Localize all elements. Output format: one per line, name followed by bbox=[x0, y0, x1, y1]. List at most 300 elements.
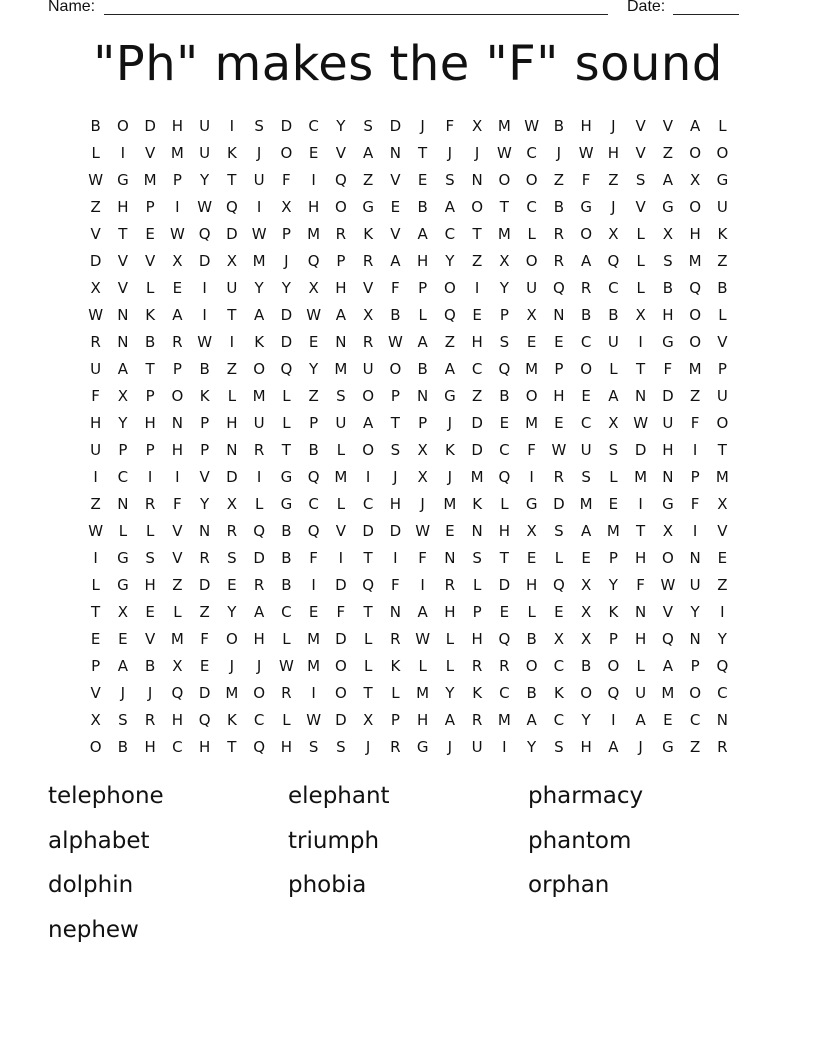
grid-letter[interactable]: X bbox=[362, 711, 374, 729]
grid-letter[interactable]: Z bbox=[444, 333, 456, 351]
grid-letter[interactable]: C bbox=[580, 333, 592, 351]
grid-letter[interactable]: G bbox=[280, 495, 293, 513]
grid-letter[interactable]: U bbox=[716, 387, 728, 405]
grid-letter[interactable]: P bbox=[418, 414, 428, 432]
grid-letter[interactable]: A bbox=[417, 603, 428, 621]
grid-letter[interactable]: L bbox=[363, 630, 373, 648]
grid-letter[interactable]: R bbox=[362, 252, 374, 270]
grid-letter[interactable]: H bbox=[253, 630, 265, 648]
grid-letter[interactable]: H bbox=[198, 738, 211, 756]
grid-letter[interactable]: J bbox=[447, 144, 453, 162]
grid-letter[interactable]: W bbox=[524, 117, 540, 135]
grid-letter[interactable]: Q bbox=[334, 171, 347, 189]
grid-letter[interactable]: K bbox=[226, 711, 237, 729]
grid-letter[interactable]: G bbox=[580, 198, 592, 216]
grid-letter[interactable]: R bbox=[471, 711, 483, 729]
grid-letter[interactable]: J bbox=[447, 414, 453, 432]
grid-letter[interactable]: X bbox=[580, 603, 592, 621]
grid-letter[interactable]: C bbox=[717, 684, 728, 702]
grid-letter[interactable]: M bbox=[443, 495, 457, 513]
grid-letter[interactable]: P bbox=[309, 414, 319, 432]
grid-letter[interactable]: N bbox=[117, 333, 129, 351]
grid-letter[interactable]: R bbox=[144, 711, 156, 729]
grid-letter[interactable]: H bbox=[416, 252, 429, 270]
grid-letter[interactable]: Q bbox=[552, 279, 565, 297]
grid-letter[interactable]: Q bbox=[498, 468, 511, 486]
grid-letter[interactable]: R bbox=[553, 252, 565, 270]
grid-letter[interactable]: P bbox=[145, 441, 155, 459]
grid-letter[interactable]: N bbox=[689, 549, 701, 567]
grid-letter[interactable]: V bbox=[335, 522, 346, 540]
grid-letter[interactable]: Q bbox=[607, 252, 620, 270]
grid-letter[interactable]: P bbox=[200, 414, 210, 432]
grid-letter[interactable]: N bbox=[199, 522, 211, 540]
grid-letter[interactable]: C bbox=[253, 711, 265, 729]
grid-letter[interactable]: Z bbox=[689, 387, 701, 405]
grid-letter[interactable]: Q bbox=[307, 468, 320, 486]
grid-letter[interactable]: I bbox=[420, 576, 425, 594]
grid-letter[interactable]: X bbox=[417, 441, 428, 459]
grid-letter[interactable]: L bbox=[418, 657, 427, 675]
grid-letter[interactable]: O bbox=[89, 738, 102, 756]
grid-letter[interactable]: R bbox=[553, 225, 565, 243]
grid-letter[interactable]: M bbox=[525, 414, 539, 432]
grid-letter[interactable]: E bbox=[554, 333, 564, 351]
grid-letter[interactable]: V bbox=[199, 468, 210, 486]
grid-letter[interactable]: E bbox=[445, 522, 455, 540]
grid-letter[interactable]: P bbox=[390, 387, 400, 405]
grid-letter[interactable]: K bbox=[145, 306, 156, 324]
grid-letter[interactable]: U bbox=[253, 171, 265, 189]
grid-letter[interactable]: I bbox=[175, 468, 180, 486]
grid-letter[interactable]: J bbox=[284, 252, 289, 270]
grid-letter[interactable]: I bbox=[256, 198, 262, 216]
grid-letter[interactable]: B bbox=[281, 576, 292, 594]
grid-letter[interactable]: X bbox=[526, 522, 537, 540]
grid-letter[interactable]: A bbox=[662, 657, 673, 675]
grid-letter[interactable]: S bbox=[145, 549, 155, 567]
grid-letter[interactable]: D bbox=[553, 495, 565, 513]
grid-letter[interactable]: J bbox=[638, 738, 643, 756]
grid-letter[interactable]: U bbox=[580, 441, 592, 459]
grid-letter[interactable]: H bbox=[171, 441, 184, 459]
grid-letter[interactable]: A bbox=[444, 198, 455, 216]
grid-letter[interactable]: Y bbox=[690, 603, 700, 621]
grid-letter[interactable]: O bbox=[716, 144, 729, 162]
grid-letter[interactable]: F bbox=[391, 576, 400, 594]
grid-letter[interactable]: E bbox=[554, 603, 564, 621]
grid-letter[interactable]: L bbox=[527, 225, 536, 243]
grid-letter[interactable]: J bbox=[611, 117, 616, 135]
grid-letter[interactable]: C bbox=[308, 495, 319, 513]
grid-letter[interactable]: W bbox=[197, 198, 213, 216]
grid-letter[interactable]: X bbox=[608, 414, 619, 432]
grid-letter[interactable]: A bbox=[362, 414, 374, 432]
grid-letter[interactable]: F bbox=[636, 576, 645, 594]
grid-letter[interactable]: I bbox=[474, 279, 480, 297]
grid-letter[interactable]: B bbox=[608, 306, 619, 324]
grid-letter[interactable]: M bbox=[307, 630, 321, 648]
grid-letter[interactable]: G bbox=[117, 549, 129, 567]
grid-letter[interactable]: O bbox=[171, 387, 184, 405]
grid-letter[interactable]: J bbox=[393, 468, 398, 486]
grid-letter[interactable]: G bbox=[525, 495, 538, 513]
grid-letter[interactable]: R bbox=[226, 522, 238, 540]
grid-letter[interactable]: F bbox=[527, 441, 536, 459]
grid-letter[interactable]: R bbox=[390, 738, 401, 756]
grid-letter[interactable]: R bbox=[390, 630, 401, 648]
grid-letter[interactable]: W bbox=[278, 657, 294, 675]
grid-letter[interactable]: C bbox=[608, 279, 619, 297]
grid-letter[interactable]: L bbox=[636, 225, 645, 243]
grid-letter[interactable]: Z bbox=[608, 171, 619, 189]
grid-letter[interactable]: M bbox=[143, 171, 157, 189]
grid-letter[interactable]: N bbox=[635, 387, 647, 405]
grid-letter[interactable]: V bbox=[662, 117, 673, 135]
grid-letter[interactable]: R bbox=[499, 657, 510, 675]
grid-letter[interactable]: U bbox=[335, 414, 347, 432]
grid-letter[interactable]: R bbox=[172, 333, 183, 351]
grid-letter[interactable]: R bbox=[253, 441, 265, 459]
grid-letter[interactable]: F bbox=[336, 603, 346, 621]
grid-letter[interactable]: K bbox=[717, 225, 728, 243]
grid-letter[interactable]: V bbox=[90, 684, 101, 702]
grid-letter[interactable]: Z bbox=[689, 738, 701, 756]
grid-letter[interactable]: R bbox=[335, 225, 347, 243]
grid-letter[interactable]: E bbox=[554, 414, 564, 432]
grid-letter[interactable]: H bbox=[471, 333, 483, 351]
grid-letter[interactable]: Z bbox=[717, 576, 728, 594]
grid-letter[interactable]: L bbox=[609, 468, 618, 486]
grid-letter[interactable]: J bbox=[420, 495, 425, 513]
grid-letter[interactable]: R bbox=[281, 684, 292, 702]
grid-letter[interactable]: O bbox=[225, 630, 238, 648]
grid-letter[interactable]: C bbox=[172, 738, 183, 756]
grid-letter[interactable]: Y bbox=[499, 279, 509, 297]
grid-letter[interactable]: C bbox=[499, 441, 510, 459]
grid-letter[interactable]: S bbox=[581, 468, 591, 486]
grid-letter[interactable]: W bbox=[660, 576, 676, 594]
grid-letter[interactable]: R bbox=[144, 495, 156, 513]
grid-letter[interactable]: I bbox=[720, 603, 725, 621]
grid-letter[interactable]: N bbox=[117, 306, 129, 324]
grid-letter[interactable]: G bbox=[662, 333, 674, 351]
grid-letter[interactable]: B bbox=[580, 306, 592, 324]
grid-letter[interactable]: H bbox=[580, 738, 592, 756]
grid-letter[interactable]: H bbox=[117, 198, 129, 216]
grid-letter[interactable]: Z bbox=[662, 144, 674, 162]
grid-letter[interactable]: C bbox=[499, 684, 510, 702]
grid-letter[interactable]: U bbox=[471, 738, 483, 756]
grid-letter[interactable]: A bbox=[390, 252, 401, 270]
grid-letter[interactable]: Q bbox=[689, 279, 702, 297]
grid-letter[interactable]: X bbox=[717, 495, 728, 513]
grid-letter[interactable]: V bbox=[90, 225, 101, 243]
grid-letter[interactable]: Y bbox=[336, 117, 346, 135]
grid-letter[interactable]: O bbox=[334, 198, 347, 216]
grid-letter[interactable]: M bbox=[252, 252, 266, 270]
grid-letter[interactable]: L bbox=[418, 306, 427, 324]
grid-letter[interactable]: Q bbox=[307, 522, 320, 540]
grid-letter[interactable]: D bbox=[198, 684, 211, 702]
grid-letter[interactable]: D bbox=[226, 468, 238, 486]
grid-letter[interactable]: X bbox=[226, 252, 238, 270]
grid-letter[interactable]: B bbox=[499, 387, 510, 405]
grid-letter[interactable]: O bbox=[498, 171, 511, 189]
grid-letter[interactable]: O bbox=[661, 549, 674, 567]
grid-letter[interactable]: Y bbox=[227, 603, 237, 621]
grid-letter[interactable]: N bbox=[716, 711, 728, 729]
grid-letter[interactable]: K bbox=[553, 684, 564, 702]
grid-letter[interactable]: P bbox=[499, 306, 509, 324]
grid-letter[interactable]: G bbox=[117, 171, 129, 189]
grid-letter[interactable]: R bbox=[444, 576, 456, 594]
grid-letter[interactable]: H bbox=[444, 603, 456, 621]
grid-letter[interactable]: N bbox=[417, 387, 429, 405]
grid-letter[interactable]: P bbox=[200, 441, 210, 459]
grid-letter[interactable]: E bbox=[472, 306, 482, 324]
grid-letter[interactable]: I bbox=[256, 468, 262, 486]
grid-letter[interactable]: J bbox=[147, 684, 153, 702]
grid-letter[interactable]: B bbox=[580, 657, 592, 675]
grid-letter[interactable]: O bbox=[689, 306, 702, 324]
grid-letter[interactable]: Y bbox=[581, 711, 591, 729]
grid-letter[interactable]: T bbox=[472, 225, 482, 243]
grid-letter[interactable]: I bbox=[502, 738, 507, 756]
grid-letter[interactable]: D bbox=[335, 630, 347, 648]
grid-letter[interactable]: D bbox=[471, 414, 483, 432]
grid-letter[interactable]: I bbox=[120, 144, 126, 162]
grid-letter[interactable]: Y bbox=[200, 171, 210, 189]
grid-letter[interactable]: L bbox=[445, 657, 455, 675]
grid-letter[interactable]: D bbox=[498, 576, 511, 594]
grid-letter[interactable]: A bbox=[117, 657, 128, 675]
grid-letter[interactable]: V bbox=[362, 279, 374, 297]
grid-letter[interactable]: Z bbox=[90, 495, 101, 513]
grid-letter[interactable]: H bbox=[226, 414, 238, 432]
grid-letter[interactable]: A bbox=[172, 306, 183, 324]
grid-letter[interactable]: V bbox=[144, 630, 156, 648]
grid-letter[interactable]: A bbox=[417, 225, 428, 243]
grid-letter[interactable]: P bbox=[145, 387, 155, 405]
grid-letter[interactable]: O bbox=[280, 144, 293, 162]
grid-letter[interactable]: W bbox=[415, 522, 431, 540]
grid-letter[interactable]: Q bbox=[498, 630, 511, 648]
grid-letter[interactable]: G bbox=[362, 198, 374, 216]
grid-letter[interactable]: B bbox=[717, 279, 728, 297]
grid-letter[interactable]: W bbox=[169, 225, 185, 243]
grid-letter[interactable]: I bbox=[611, 711, 616, 729]
grid-letter[interactable]: U bbox=[689, 576, 701, 594]
grid-letter[interactable]: N bbox=[171, 414, 183, 432]
grid-letter[interactable]: E bbox=[390, 198, 401, 216]
grid-letter[interactable]: V bbox=[144, 252, 156, 270]
grid-letter[interactable]: X bbox=[662, 522, 674, 540]
grid-letter[interactable]: S bbox=[336, 738, 346, 756]
grid-letter[interactable]: O bbox=[362, 441, 375, 459]
grid-letter[interactable]: F bbox=[309, 549, 318, 567]
grid-letter[interactable]: I bbox=[202, 279, 207, 297]
grid-letter[interactable]: S bbox=[227, 549, 237, 567]
grid-letter[interactable]: W bbox=[88, 171, 104, 189]
grid-letter[interactable]: L bbox=[445, 630, 455, 648]
grid-letter[interactable]: F bbox=[391, 279, 400, 297]
grid-letter[interactable]: V bbox=[635, 198, 646, 216]
grid-letter[interactable]: C bbox=[580, 414, 592, 432]
grid-letter[interactable]: T bbox=[499, 198, 509, 216]
grid-letter[interactable]: H bbox=[471, 630, 483, 648]
grid-letter[interactable]: H bbox=[280, 738, 293, 756]
grid-letter[interactable]: L bbox=[500, 495, 509, 513]
grid-letter[interactable]: Z bbox=[362, 171, 374, 189]
grid-letter[interactable]: E bbox=[145, 225, 155, 243]
grid-letter[interactable]: O bbox=[607, 657, 620, 675]
grid-letter[interactable]: M bbox=[606, 522, 620, 540]
grid-letter[interactable]: E bbox=[308, 333, 319, 351]
grid-letter[interactable]: M bbox=[252, 387, 266, 405]
grid-letter[interactable]: M bbox=[497, 117, 511, 135]
grid-letter[interactable]: S bbox=[499, 333, 510, 351]
grid-letter[interactable]: H bbox=[553, 387, 565, 405]
grid-letter[interactable]: B bbox=[144, 333, 156, 351]
grid-letter[interactable]: C bbox=[444, 225, 456, 243]
grid-letter[interactable]: H bbox=[335, 279, 347, 297]
grid-letter[interactable]: Y bbox=[608, 576, 618, 594]
grid-letter[interactable]: P bbox=[172, 360, 182, 378]
grid-letter[interactable]: B bbox=[281, 549, 292, 567]
grid-letter[interactable]: D bbox=[144, 117, 156, 135]
grid-letter[interactable]: H bbox=[144, 576, 156, 594]
grid-letter[interactable]: M bbox=[634, 468, 648, 486]
grid-letter[interactable]: A bbox=[253, 603, 265, 621]
grid-letter[interactable]: T bbox=[227, 171, 237, 189]
grid-letter[interactable]: X bbox=[635, 306, 646, 324]
grid-letter[interactable]: D bbox=[226, 225, 238, 243]
grid-letter[interactable]: Q bbox=[362, 576, 375, 594]
grid-letter[interactable]: L bbox=[91, 576, 100, 594]
grid-letter[interactable]: K bbox=[254, 333, 265, 351]
grid-letter[interactable]: K bbox=[444, 441, 455, 459]
grid-letter[interactable]: L bbox=[227, 387, 237, 405]
grid-letter[interactable]: J bbox=[447, 738, 453, 756]
grid-letter[interactable]: H bbox=[634, 630, 647, 648]
grid-letter[interactable]: I bbox=[529, 468, 534, 486]
grid-letter[interactable]: X bbox=[226, 495, 238, 513]
grid-letter[interactable]: E bbox=[581, 549, 591, 567]
grid-letter[interactable]: K bbox=[226, 144, 237, 162]
grid-letter[interactable]: F bbox=[581, 171, 591, 189]
grid-letter[interactable]: Z bbox=[717, 252, 728, 270]
grid-letter[interactable]: B bbox=[526, 630, 537, 648]
grid-letter[interactable]: J bbox=[474, 144, 480, 162]
grid-letter[interactable]: X bbox=[362, 306, 374, 324]
grid-letter[interactable]: M bbox=[525, 360, 539, 378]
grid-letter[interactable]: G bbox=[662, 198, 674, 216]
grid-letter[interactable]: A bbox=[580, 522, 592, 540]
grid-letter[interactable]: Q bbox=[198, 225, 211, 243]
grid-letter[interactable]: B bbox=[199, 360, 210, 378]
grid-letter[interactable]: D bbox=[662, 387, 674, 405]
grid-letter[interactable]: U bbox=[607, 333, 619, 351]
grid-letter[interactable]: M bbox=[416, 684, 430, 702]
grid-letter[interactable]: H bbox=[662, 441, 674, 459]
grid-letter[interactable]: V bbox=[144, 144, 156, 162]
grid-letter[interactable]: L bbox=[254, 495, 264, 513]
grid-letter[interactable]: M bbox=[715, 468, 729, 486]
date-blank-line[interactable] bbox=[673, 14, 739, 15]
grid-letter[interactable]: Q bbox=[171, 684, 184, 702]
grid-letter[interactable]: A bbox=[689, 117, 701, 135]
grid-letter[interactable]: W bbox=[306, 711, 322, 729]
grid-letter[interactable]: I bbox=[311, 684, 316, 702]
grid-letter[interactable]: M bbox=[579, 495, 593, 513]
grid-letter[interactable]: L bbox=[636, 279, 645, 297]
grid-letter[interactable]: L bbox=[336, 495, 346, 513]
grid-letter[interactable]: L bbox=[282, 711, 291, 729]
grid-letter[interactable]: U bbox=[199, 117, 211, 135]
grid-letter[interactable]: F bbox=[200, 630, 209, 648]
grid-letter[interactable]: G bbox=[117, 576, 129, 594]
grid-letter[interactable]: P bbox=[608, 549, 618, 567]
grid-letter[interactable]: D bbox=[335, 711, 347, 729]
grid-letter[interactable]: Q bbox=[552, 576, 565, 594]
grid-letter[interactable]: P bbox=[390, 711, 400, 729]
grid-letter[interactable]: X bbox=[90, 279, 101, 297]
grid-letter[interactable]: E bbox=[526, 549, 537, 567]
grid-letter[interactable]: R bbox=[199, 549, 210, 567]
grid-letter[interactable]: L bbox=[636, 657, 645, 675]
grid-letter[interactable]: X bbox=[662, 225, 674, 243]
grid-letter[interactable]: X bbox=[580, 630, 592, 648]
grid-letter[interactable]: H bbox=[634, 549, 647, 567]
grid-letter[interactable]: P bbox=[118, 441, 128, 459]
grid-letter[interactable]: X bbox=[417, 468, 428, 486]
grid-letter[interactable]: R bbox=[362, 333, 374, 351]
grid-letter[interactable]: L bbox=[636, 252, 645, 270]
grid-letter[interactable]: O bbox=[525, 252, 538, 270]
grid-letter[interactable]: B bbox=[526, 684, 537, 702]
grid-letter[interactable]: K bbox=[363, 225, 374, 243]
grid-letter[interactable]: G bbox=[416, 738, 429, 756]
grid-letter[interactable]: V bbox=[390, 225, 401, 243]
grid-letter[interactable]: N bbox=[662, 468, 674, 486]
grid-letter[interactable]: Z bbox=[90, 198, 101, 216]
grid-letter[interactable]: P bbox=[91, 657, 101, 675]
grid-letter[interactable]: O bbox=[389, 360, 402, 378]
grid-letter[interactable]: I bbox=[338, 549, 344, 567]
grid-letter[interactable]: B bbox=[90, 117, 101, 135]
grid-letter[interactable]: L bbox=[282, 414, 291, 432]
grid-letter[interactable]: A bbox=[444, 711, 455, 729]
grid-letter[interactable]: E bbox=[172, 279, 183, 297]
grid-letter[interactable]: L bbox=[554, 549, 564, 567]
grid-letter[interactable]: O bbox=[716, 414, 729, 432]
grid-letter[interactable]: H bbox=[171, 711, 184, 729]
grid-letter[interactable]: G bbox=[662, 495, 674, 513]
grid-letter[interactable]: C bbox=[117, 468, 129, 486]
grid-letter[interactable]: X bbox=[90, 711, 101, 729]
grid-letter[interactable]: F bbox=[690, 414, 700, 432]
grid-letter[interactable]: T bbox=[227, 738, 237, 756]
grid-letter[interactable]: E bbox=[663, 711, 673, 729]
grid-letter[interactable]: S bbox=[554, 522, 564, 540]
grid-letter[interactable]: B bbox=[553, 198, 565, 216]
grid-letter[interactable]: M bbox=[334, 468, 348, 486]
grid-letter[interactable]: X bbox=[526, 306, 537, 324]
grid-letter[interactable]: I bbox=[147, 468, 153, 486]
grid-letter[interactable]: C bbox=[308, 117, 319, 135]
grid-letter[interactable]: I bbox=[229, 333, 235, 351]
